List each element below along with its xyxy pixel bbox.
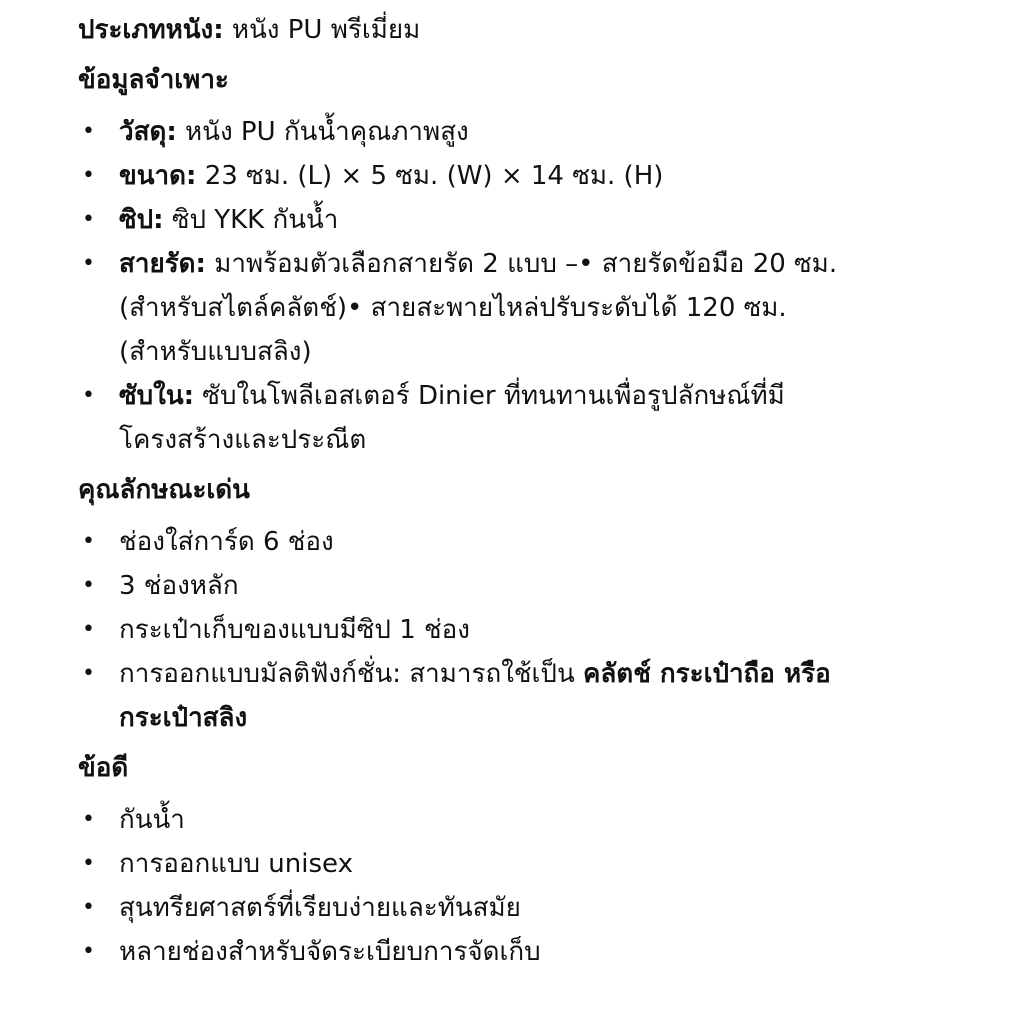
feature-item [78,608,978,652]
bullet-icon: • [82,661,95,686]
pro-text: สุนทรียศาสตร์ที่เรียบง่ายและทันสมัย [119,893,521,923]
pro-item [78,798,978,842]
bullet-icon: • [82,895,95,920]
pros-list [78,798,978,974]
feature-emphasis: กระเป๋าสลิง [119,703,248,733]
spec-value: ซับในโพลีเอสเตอร์ Dinier ที่ทนทานเพื่อรูปลักษณ์ที่มี [194,381,785,411]
spec-value: หนัง PU กันน้ำคุณภาพสูง [176,117,469,147]
leather-type-value: หนัง PU พรีเมี่ยม [223,15,421,45]
specs-heading: ข้อมูลจำเพาะ [78,65,229,95]
bullet-icon: • [82,939,95,964]
spec-value-line: (สำหรับสไตล์คลัตช์)• สายสะพายไหล่ปรับระดับได้ 120 ซม. [119,293,787,323]
spec-label: ซับใน: [119,381,195,411]
bullet-icon: • [82,807,95,832]
bullet-icon: • [82,207,95,232]
spec-item [78,198,978,242]
product-description [78,8,978,980]
features-list [78,520,978,740]
pro-text: กันน้ำ [119,805,185,835]
feature-text: 3 ช่องหลัก [119,571,239,601]
spec-value-line: (สำหรับแบบสลิง) [119,337,312,367]
spec-item [78,242,978,374]
bullet-icon: • [82,251,95,276]
bullet-icon: • [82,119,95,144]
bullet-icon: • [82,617,95,642]
spec-line [119,374,978,418]
spec-line [119,242,978,286]
spec-label: สายรัด: [119,249,206,279]
bullet-icon: • [82,851,95,876]
spec-value: ซิป YKK กันน้ำ [163,205,339,235]
spec-value-line: โครงสร้างและประณีต [119,425,367,455]
spec-value: 23 ซม. (L) × 5 ซม. (W) × 14 ซม. (H) [196,161,664,191]
pro-item [78,886,978,930]
leather-type-line [78,8,978,52]
spec-value: มาพร้อมตัวเลือกสายรัด 2 แบบ –• สายรัดข้อมือ 20 ซม. [205,249,838,279]
bullet-icon: • [82,383,95,408]
spec-label: ซิป: [119,205,164,235]
feature-text: การออกแบบมัลติฟังก์ชั่น: สามารถใช้เป็น [119,659,583,689]
pro-text: หลายช่องสำหรับจัดระเบียบการจัดเก็บ [119,937,541,967]
feature-item [78,520,978,564]
bullet-icon: • [82,529,95,554]
pro-item [78,842,978,886]
feature-line [119,652,978,696]
bullet-icon: • [82,573,95,598]
feature-emphasis: คลัตช์ กระเป๋าถือ หรือ [582,659,831,689]
bullet-icon: • [82,163,95,188]
pros-heading: ข้อดี [78,753,129,783]
feature-item [78,564,978,608]
pro-text: การออกแบบ unisex [119,849,353,879]
spec-label: วัสดุ: [119,117,177,147]
features-heading: คุณลักษณะเด่น [78,475,250,505]
spec-item [78,110,978,154]
feature-text: ช่องใส่การ์ด 6 ช่อง [119,527,334,557]
spec-item [78,154,978,198]
spec-label: ขนาด: [119,161,197,191]
leather-type-label: ประเภทหนัง: [78,15,224,45]
specs-list [78,110,978,462]
pro-item [78,930,978,974]
spec-item [78,374,978,462]
feature-text: กระเป๋าเก็บของแบบมีซิป 1 ช่อง [119,615,470,645]
feature-item [78,652,978,740]
